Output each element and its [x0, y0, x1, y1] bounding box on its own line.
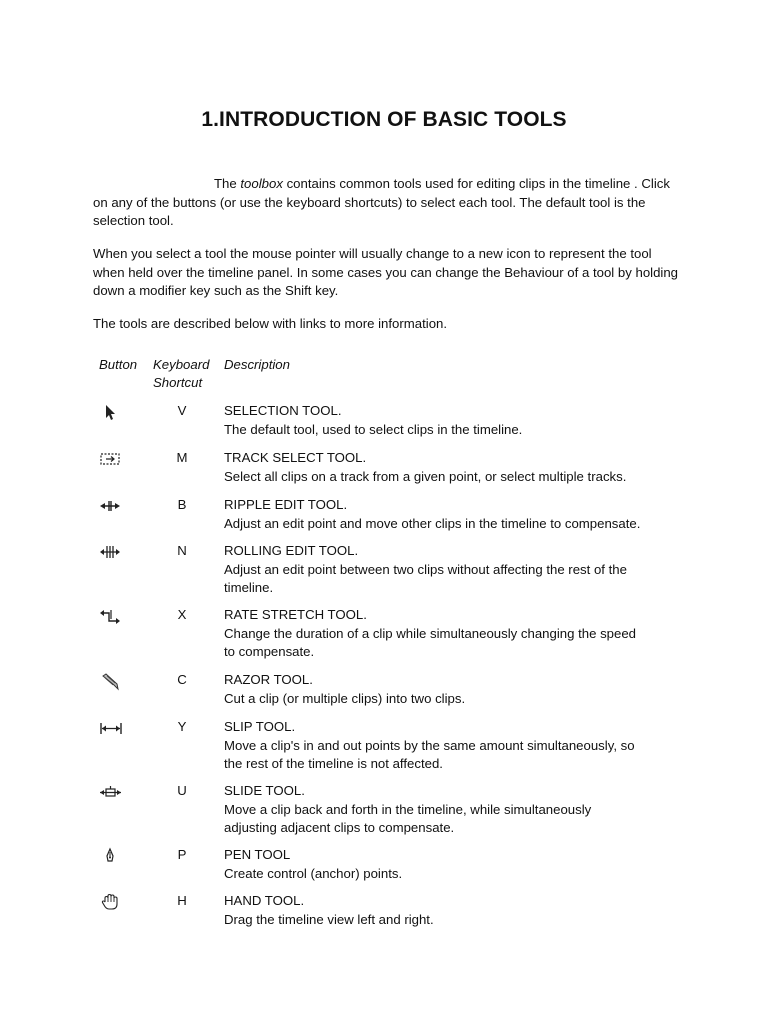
intro-paragraph-2: When you select a tool the mouse pointer will usually change to a new icon to represent the tool when held over the timeline panel. In some cases you can change the Behaviour of a tool by holding down a modifier key such as the Shift key. — [93, 246, 679, 298]
tool-key: V — [177, 403, 187, 418]
intro-paragraph-3: The tools are described below with links to more information. — [93, 316, 448, 331]
tool-description: The default tool, used to select clips in the timeline. — [224, 421, 523, 437]
tool-key: B — [177, 497, 187, 512]
tool-name: RAZOR TOOL. — [224, 672, 313, 687]
tool-name: SLIP TOOL. — [224, 719, 296, 734]
tool-description: Move a clip's in and out points by the same amount simultaneously, so the rest of the timeline is not affected. — [224, 737, 635, 771]
tool-key: U — [177, 783, 187, 798]
rate-stretch-icon — [98, 606, 124, 626]
tool-name: ROLLING EDIT TOOL. — [224, 543, 359, 558]
tool-name: HAND TOOL. — [224, 893, 305, 908]
intro-p1-after: contains common tools used for editing clips in the timeline . Click on any of the buttons (or use the keyboard shortcuts) to select each tool. The default tool is the selection tool. — [93, 176, 670, 228]
tool-description: Adjust an edit point and move other clips in the timeline to compensate. — [224, 515, 641, 531]
header-button: Button — [99, 357, 138, 372]
tool-description: Select all clips on a track from a given point, or select multiple tracks. — [224, 468, 627, 484]
tool-key: Y — [177, 719, 187, 734]
page-title: 1.INTRODUCTION OF BASIC TOOLS — [201, 108, 567, 131]
tool-description: Change the duration of a clip while simultaneously changing the speed to compensate. — [224, 625, 637, 659]
tool-name: SELECTION TOOL. — [224, 403, 342, 418]
tool-key: H — [177, 893, 187, 908]
tool-name: TRACK SELECT TOOL. — [224, 450, 367, 465]
track-select-icon — [98, 449, 124, 469]
tool-key: C — [177, 672, 187, 687]
tool-description: Cut a clip (or multiple clips) into two clips. — [224, 690, 466, 706]
tool-name: PEN TOOL — [224, 847, 291, 862]
tool-name: RATE STRETCH TOOL. — [224, 607, 367, 622]
tool-description: Drag the timeline view left and right. — [224, 911, 434, 927]
intro-paragraph-1 — [93, 175, 683, 231]
ripple-edit-icon — [98, 496, 124, 516]
tool-description: Create control (anchor) points. — [224, 865, 403, 881]
selection-arrow-icon — [98, 402, 124, 422]
tool-name: RIPPLE EDIT TOOL. — [224, 497, 348, 512]
slide-icon — [98, 782, 124, 802]
razor-icon — [98, 671, 124, 691]
hand-icon — [98, 892, 124, 912]
pen-icon — [98, 846, 124, 866]
header-shortcut: Shortcut — [153, 375, 203, 390]
tool-key: N — [177, 543, 187, 558]
tool-key: P — [177, 847, 187, 862]
header-description: Description — [224, 357, 290, 372]
tool-description: Move a clip back and forth in the timeline, while simultaneously adjusting adjacent clips to compensate. — [224, 801, 592, 835]
tool-name: SLIDE TOOL. — [224, 783, 305, 798]
slip-icon — [98, 718, 124, 738]
intro-p1-before: The — [214, 176, 241, 191]
toolbox-term: toolbox — [240, 176, 283, 191]
tool-description: Adjust an edit point between two clips without affecting the rest of the timeline. — [224, 561, 627, 595]
tool-key: M — [176, 450, 188, 465]
header-keyboard: Keyboard — [153, 357, 210, 372]
tool-key: X — [177, 607, 187, 622]
rolling-edit-icon — [98, 542, 124, 562]
